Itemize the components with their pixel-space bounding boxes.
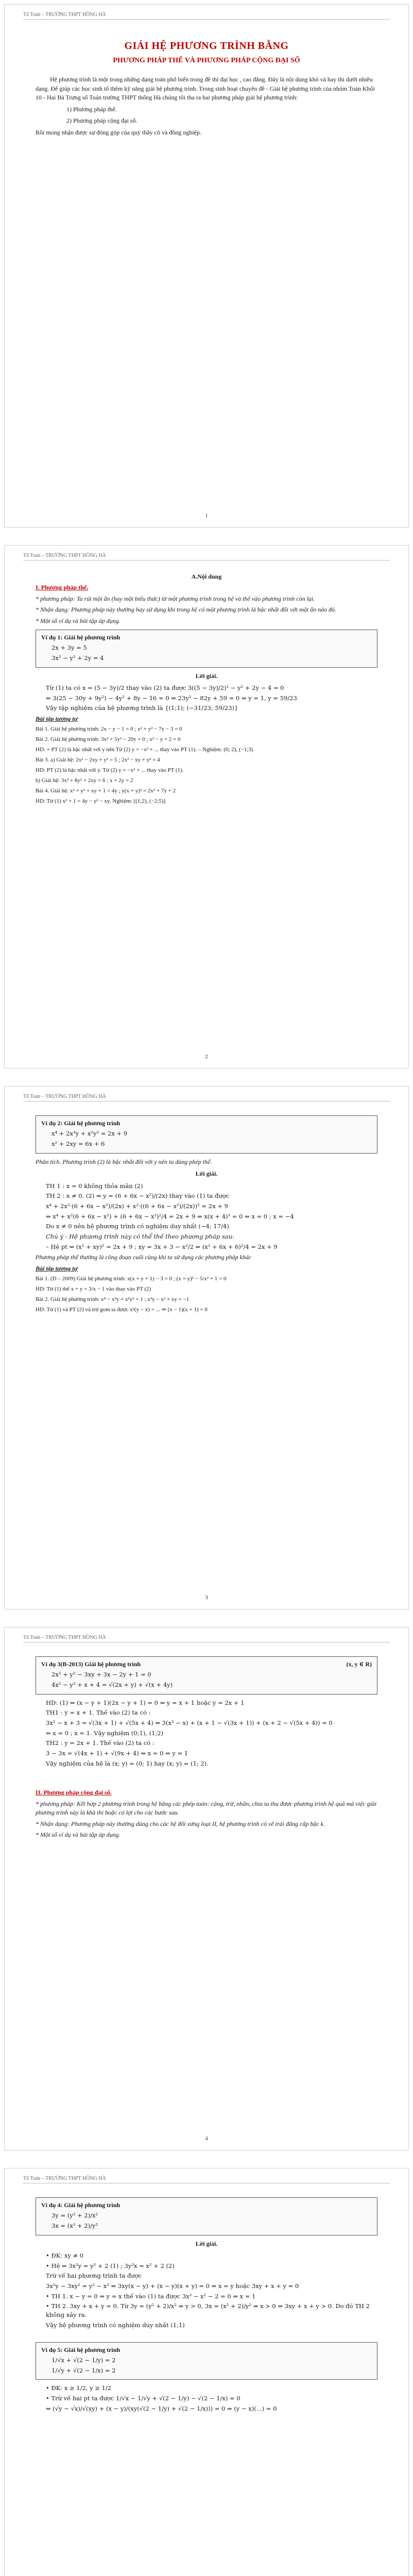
doc-title: GIẢI HỆ PHƯƠNG TRÌNH BẰNG <box>124 40 289 52</box>
solution-line: TH2 : y = 2x + 1. Thế vào (2) ta có : <box>46 1739 154 1747</box>
solution-line: TH 2 : x ≠ 0, (2) ⇔ y = (6 + 6x − x²)/(2x) thay vào (1) ta được <box>46 1192 230 1200</box>
note: * Nhận dạng: Phương pháp này thường hay sử dụng khi trong hệ có một phương trình là bậc nhất đối với một ẩn nào đó. <box>36 606 336 614</box>
practice-item: HD: + PT (2) là bậc nhất với y nên Từ (2) y = −x² + ... thay vào PT (1). – Nghiệm: (0; 2), (−1;3) <box>36 747 253 753</box>
page-header: Tổ Toán – TRƯỜNG THPT HỒNG HÀ <box>23 12 390 20</box>
system-eq: 3y = (y² + 2)/x² <box>51 2212 98 2219</box>
solution-line: x⁴ + 2x³·(6 + 6x − x²)/(2x) + x²·((6 + 6x − x²)/(2x))² = 2x + 9 <box>46 1202 228 1210</box>
example-label: Ví dụ 2: Giải hệ phương trình <box>41 1120 121 1127</box>
page-header: Tổ Toán – TRƯỜNG THPT HỒNG HÀ <box>23 1094 390 1101</box>
solution-line: ⇔ 3(25 − 30y + 9y²) − 4y² + 8y − 16 = 0 ⇔ 23y² − 82y + 59 = 0 ⇔ y = 1, y = 59/23 <box>46 694 297 702</box>
page-number: 4 <box>205 2136 208 2142</box>
page-header: Tổ Toán – TRƯỜNG THPT HỒNG HÀ <box>23 1635 390 1642</box>
system-eq: 3x² − y² + 2y = 4 <box>51 654 104 662</box>
outro-paragraph: Rồi mong nhận được sự đóng góp của quý thầy cô và đồng nghiệp. <box>36 129 201 137</box>
domain-label: (x, y ∈ R) <box>346 1660 372 1668</box>
intro-paragraph: Hệ phương trình là một trong những dạng toán phổ biến trong đề thi đại học , cao đẳng. Đây là nội dung khó và hay thi dưới nhiều dạng. Để giúp các học sinh tổ thêm kỹ năng giải hệ phương trình. Trong sinh hoạt chuyên đề - Giải hệ phương trình của nhóm Toán Khối 10 - Hai Bà Trưng số Toán trường THPT thống Hà chúng tôi tha ra hai phương pháp giải hệ phương trình: <box>36 76 375 101</box>
practice-item: Bài 4. Giải hệ: x² + y² + xy + 1 = 4y ; y(x + y)² = 2x² + 7y + 2 <box>36 788 176 794</box>
system-eq: 3x = (x² + 2)/y² <box>51 2222 98 2230</box>
example-box <box>36 630 377 668</box>
example-box <box>36 1115 377 1154</box>
page-5 <box>4 2168 409 2576</box>
solution-line: 3x² − x + 3 = √(3x + 1) + √(5x + 4) ⇔ 3(x² − x) + (x + 1 − √(3x + 1)) + (x + 2 − √(5x + 4)) = 0 <box>46 1719 333 1727</box>
practice-item: HD: PT (2) là bậc nhất với y. Từ (2) y = −x² + ... thay vào PT (1). <box>36 767 184 774</box>
solution-line: Trừ vế hai phương trình ta được <box>46 2272 142 2280</box>
page-content <box>36 570 377 808</box>
system-eq: 2x + 3y = 5 <box>51 644 87 652</box>
practice-item: HD: Từ (1) thế x + y = 3/x − 1 vào thay vào PT (2) <box>36 1285 151 1292</box>
solution-label: Lời giải. <box>195 672 218 680</box>
practice-heading: Bài tập tương tự <box>36 1264 78 1272</box>
practice-item: Bài 3. a) Giải hệ: 2x² − 2xy + y² = 5 ; 2x² − xy + y² = 4 <box>36 757 160 764</box>
solution-line: • ĐK: x ≥ 1/2, y ≥ 1/2 <box>46 2384 112 2392</box>
solution-line: Chú ý : Hệ phương trình này có thể thế theo phương pháp sau: <box>46 1232 234 1240</box>
example-box <box>36 2197 377 2235</box>
system-eq: 1/√y + √(2 − 1/x) = 2 <box>51 2366 116 2374</box>
solution-line: Vậy nghiệm của hệ là (x; y) = (0; 1) hay (x; y) = (1; 2). <box>46 1759 209 1767</box>
system-eq: x⁴ + 2x³y + x²y² = 2x + 9 <box>51 1130 128 1138</box>
solution-line: Vậy hệ phương trình có nghiệm duy nhất (1;1) <box>46 2321 185 2329</box>
note: * Một số ví dụ và bài tập áp dụng. <box>36 1831 121 1838</box>
practice-heading: Bài tập tương tự <box>36 715 78 723</box>
practice-item: b) Giải hệ: 3x² + 8y² + 2xy = 6 ; x + 2y = 2 <box>36 777 133 784</box>
example-box <box>36 1656 377 1694</box>
example-box <box>36 2342 377 2380</box>
solution-label: Lời giải. <box>195 2240 218 2247</box>
page-content <box>36 2193 377 2414</box>
example-label: Ví dụ 3(B-2013) Giải hệ phương trình <box>41 1660 141 1668</box>
page-header: Tổ Toán – TRƯỜNG THPT HỒNG HÀ <box>23 2176 390 2183</box>
practice-item: Bài 1. (D – 2009) Giải hệ phương trình: x(x + y + 1) − 3 = 0 ; (x + y)² − 5/x² + 1 = 0 <box>36 1276 227 1282</box>
solution-line: • Hệ ⇔ 3x²y = y² + 2 (1) ; 3y²x = x² + 2 (2) <box>46 2262 175 2269</box>
solution-label: Lời giải. <box>195 1170 218 1178</box>
methods-list <box>66 105 377 125</box>
remark: Phương pháp thế thường là công đoạn cuối cùng khi ta sử dụng các phương pháp khác <box>36 1253 252 1261</box>
page-content <box>36 1652 377 1841</box>
solution-line: 3x²y − 3xy² = y² − x² ⇔ 3xy(x − y) + (x − y)(x + y) = 0 ⇔ x = y hoặc 3xy + x + y = 0 <box>46 2282 299 2290</box>
solution-line: Do x ≠ 0 nên hệ phương trình có nghiệm duy nhất (−4; 17/4) <box>46 1223 229 1230</box>
example-label: Ví dụ 1: Giải hệ phương trình <box>41 633 121 641</box>
solution-line: • ĐK: xy ≠ 0 <box>46 2252 84 2260</box>
solution-line: Vậy tập nghiệm của hệ phương trình là {(1;1); (−31/23; 59/23)} <box>46 704 238 712</box>
note: * phương pháp: Ta rút một ẩn (hay một biểu thức) từ một phương trình trong hệ và thế vào phương trình còn lại. <box>36 595 315 602</box>
part-heading: A.Nội dung <box>191 573 222 580</box>
solution-line: HD: (1) ⇔ (x − y + 1)(2x − y + 1) = 0 ⇔ y = x + 1 hoặc y = 2x + 1 <box>46 1699 245 1706</box>
page-3 <box>4 1086 409 1609</box>
solution-line: TH 1 : x = 0 không thỏa mãn (2) <box>46 1182 143 1190</box>
page-number: 3 <box>205 1595 208 1601</box>
practice-item: HD: Từ (1) x² + 1 = 4y − y² − xy. Nghiệm: [(1;2), (−2;5)] <box>36 798 166 805</box>
example-label: Ví dụ 5: Giải hệ phương trình <box>41 2346 121 2353</box>
method-item: 1) Phương pháp thế. <box>66 106 117 113</box>
page-1 <box>4 4 409 528</box>
section-heading: I. Phương pháp thế. <box>36 584 89 591</box>
section-heading: II. Phương pháp cộng đại số. <box>36 1789 112 1797</box>
example-label: Ví dụ 4: Giải hệ phương trình <box>41 2201 121 2209</box>
page-number: 2 <box>205 1054 208 1060</box>
solution-line: • Trừ vế hai pt ta được 1/√x − 1/√y + √(2 − 1/y) − √(2 − 1/x) = 0 <box>46 2394 240 2402</box>
solution-line: ⇔ x⁴ + x²(6 + 6x − x²) + (6 + 6x − x²)²/4 = 2x + 9 ⇔ x(x + 4)³ = 0 ⇔ x = 0 ; x = −4 <box>46 1212 294 1220</box>
practice-item: Bài 1. Giải hệ phương trình: 2x − y − 1 = 0 ; x² + y² − 7y − 3 = 0 <box>36 726 182 733</box>
page-4 <box>4 1627 409 2150</box>
page-content <box>36 1111 377 1316</box>
page-2 <box>4 545 409 1069</box>
practice-item: Bài 2. Giải hệ phương trình: 3x² + 5y² − 20y = 0 ; x² − y + 2 = 0 <box>36 736 181 743</box>
system-eq: 1/√x + √(2 − 1/y) = 2 <box>51 2356 116 2364</box>
system-eq: 4x² − y² + x + 4 = √(2x + y) + √(x + 4y) <box>51 1681 173 1689</box>
note: * phương pháp: Kết hợp 2 phương trình trong hệ bằng các phép toán: cộng, trừ, nhân, chia ta thu được phương trình hệ quả mà việc giải phương trình này là khả thi hoặc có lợi cho các bước sau. <box>36 1800 377 1817</box>
solution-line: TH1 : y = x + 1. Thế vào (2) ta có : <box>46 1709 151 1717</box>
solution-line: • TH 2. 3xy + x + y = 0. Từ 3y = (y² + 2)/x² ⇒ y > 0, 3x = (x² + 2)/y² ⇒ x > 0 ⇒ 3xy + x + y > 0. Do đó TH 2 không xảy ra. <box>46 2302 370 2319</box>
solution-line: 3 − 3x = √(4x + 1) + √(9x + 4) ⇔ x = 0 ⇒ y = 1 <box>46 1750 188 1757</box>
solution-line: • TH 1. x − y = 0 ⇒ y = x thế vào (1) ta được 3x³ − x² − 2 = 0 ⇔ x = 1 <box>46 2292 256 2300</box>
analysis-text: Phân tích. Phương trình (2) là bậc nhất đối với y nên ta dùng phép thế. <box>36 1158 212 1165</box>
practice-item: Bài 2. Giải hệ phương trình: x⁴ − x³y + x²y² = 1 ; x³y − x² + xy = −1 <box>36 1296 190 1302</box>
note: * Một số ví dụ và bài tập áp dụng. <box>36 617 121 624</box>
system-eq: x² + 2xy = 6x + 6 <box>51 1140 105 1148</box>
solution-line: ⇔ (√y − √x)/√(xy) + (x − y)/(xy(√(2 − 1/y) + √(2 − 1/x))) = 0 ⇔ (y − x)(...) = 0 <box>46 2404 277 2412</box>
solution-line: ⇔ x = 0 ; x = 1. Vậy nghiệm (0;1), (1;2) <box>46 1729 164 1737</box>
solution-line: Từ (1) ta có x = (5 − 3y)/2 thay vào (2) ta được 3((5 − 3y)/2)² − y² + 2y − 4 = 0 <box>46 684 284 692</box>
page-content <box>36 29 377 140</box>
note: * Nhận dạng: Phương pháp này thường dùng cho các hệ đối xứng loại II, hệ phương trình có vế trái đẳng cấp bậc k. <box>36 1820 325 1827</box>
system-eq: 2x² + y² − 3xy + 3x − 2y + 1 = 0 <box>51 1671 151 1679</box>
page-header: Tổ Toán – TRƯỜNG THPT HỒNG HÀ <box>23 553 390 561</box>
doc-subtitle: PHƯƠNG PHÁP THẾ VÀ PHƯƠNG PHÁP CỘNG ĐẠI SỐ <box>113 57 300 64</box>
method-item: 2) Phương pháp cộng đại số. <box>66 116 137 124</box>
page-number: 1 <box>205 513 208 519</box>
solution-line: – Hệ pt ⇔ (x² + xy)² = 2x + 9 ; xy = 3x + 3 − x²/2 ⇔ (x² + 6x + 6)²/4 = 2x + 9 <box>46 1243 278 1250</box>
practice-item: HD: Từ (1) và PT (2) và trừ gom ta được x²(y − x) = ... ⇒ (x − 1)(x + 1) = 0 <box>36 1306 208 1313</box>
